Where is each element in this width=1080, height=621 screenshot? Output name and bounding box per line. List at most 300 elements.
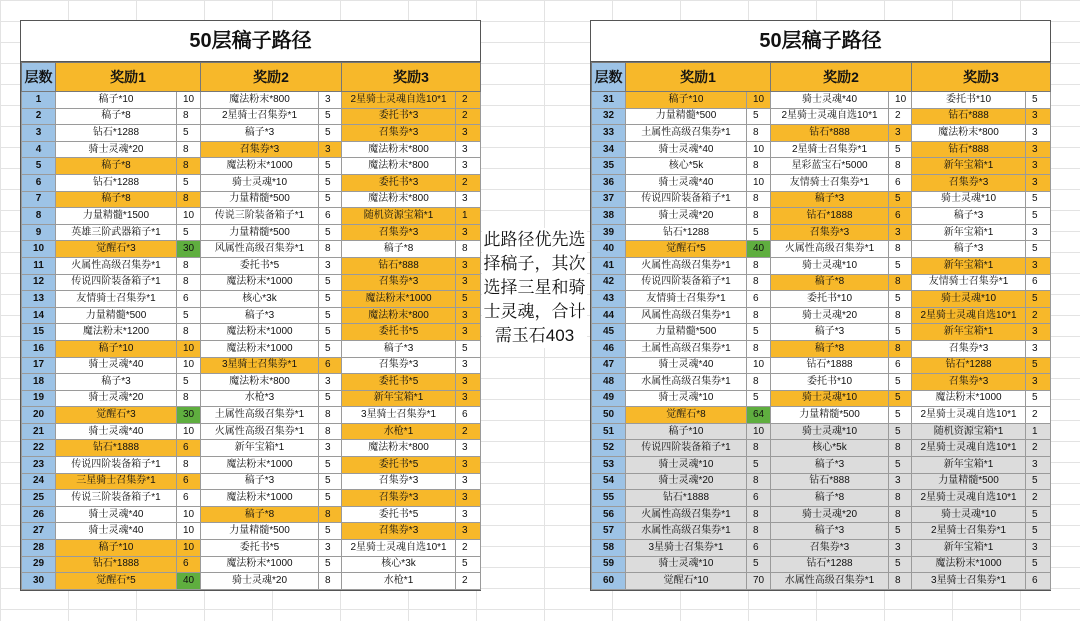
reward2-count: 3 [319, 540, 342, 557]
reward1-count: 10 [177, 506, 201, 523]
reward3-count: 2 [1026, 490, 1051, 507]
reward2-item: 2星骑士召集券*1 [201, 108, 319, 125]
reward2-item: 召集券*3 [771, 224, 889, 241]
reward1-item: 稿子*8 [56, 191, 177, 208]
table-row [22, 92, 481, 109]
reward1-item: 稿子*3 [56, 374, 177, 391]
table-row [22, 556, 481, 573]
table-row [592, 506, 1051, 523]
table-row [22, 506, 481, 523]
reward2-item: 火属性高级召集券*1 [201, 423, 319, 440]
level-cell: 2 [22, 108, 56, 125]
reward2-count: 5 [319, 490, 342, 507]
reward1-item: 骑士灵魂*40 [56, 506, 177, 523]
reward1-count: 30 [177, 241, 201, 258]
level-cell: 10 [22, 241, 56, 258]
reward1-item: 传说四阶装备箱子*1 [56, 457, 177, 474]
reward3-item: 稿子*3 [912, 241, 1026, 258]
reward2-item: 稿子*3 [771, 324, 889, 341]
reward3-item: 水枪*1 [342, 423, 456, 440]
reward2-item: 委托书*5 [201, 257, 319, 274]
reward1-count: 40 [747, 241, 771, 258]
reward2-item: 骑士灵魂*10 [771, 257, 889, 274]
table-row [22, 540, 481, 557]
reward3-item: 召集券*3 [342, 523, 456, 540]
reward2-item: 风属性高级召集券*1 [201, 241, 319, 258]
reward2-count: 5 [319, 473, 342, 490]
reward3-count: 3 [456, 440, 481, 457]
reward1-item: 稿子*10 [56, 92, 177, 109]
reward1-count: 10 [177, 92, 201, 109]
reward2-count: 5 [889, 257, 912, 274]
reward1-count: 6 [177, 473, 201, 490]
reward2-item: 力量精髓*500 [201, 191, 319, 208]
reward2-count: 5 [319, 307, 342, 324]
table-row [592, 92, 1051, 109]
reward1-item: 骑士灵魂*10 [626, 556, 747, 573]
reward1-item: 觉醒石*3 [56, 407, 177, 424]
level-cell: 60 [592, 573, 626, 590]
reward2-item: 骑士灵魂*20 [201, 573, 319, 590]
reward1-item: 钻石*1288 [56, 125, 177, 142]
reward2-item: 稿子*3 [201, 307, 319, 324]
reward1-count: 6 [747, 291, 771, 308]
table-row [22, 125, 481, 142]
reward2-item: 骑士灵魂*20 [771, 307, 889, 324]
reward2-count: 5 [319, 224, 342, 241]
reward2-count: 6 [319, 357, 342, 374]
table-row [22, 390, 481, 407]
reward1-count: 8 [747, 274, 771, 291]
reward2-item: 稿子*3 [771, 523, 889, 540]
table-row [592, 174, 1051, 191]
reward3-count: 3 [456, 191, 481, 208]
reward3-count: 2 [456, 174, 481, 191]
reward1-count: 8 [747, 208, 771, 225]
reward2-item: 魔法粉末*1000 [201, 274, 319, 291]
reward2-count: 5 [889, 324, 912, 341]
reward3-count: 3 [456, 490, 481, 507]
reward1-count: 5 [747, 224, 771, 241]
table-row [592, 191, 1051, 208]
reward3-count: 3 [456, 307, 481, 324]
reward2-count: 6 [889, 174, 912, 191]
reward3-count: 3 [456, 224, 481, 241]
reward2-count: 3 [319, 440, 342, 457]
reward1-count: 5 [177, 374, 201, 391]
reward2-item: 魔法粉末*1000 [201, 457, 319, 474]
level-cell: 42 [592, 274, 626, 291]
reward3-item: 魔法粉末*1000 [912, 556, 1026, 573]
reward1-count: 5 [747, 556, 771, 573]
reward1-count: 8 [177, 457, 201, 474]
header-reward3: 奖励3 [342, 63, 481, 92]
reward2-item: 稿子*3 [771, 457, 889, 474]
level-cell: 8 [22, 208, 56, 225]
reward2-count: 8 [889, 307, 912, 324]
level-cell: 33 [592, 125, 626, 142]
right-table-title: 50层稿子路径 [591, 21, 1050, 62]
reward3-item: 2星骑士灵魂自选10*1 [912, 440, 1026, 457]
reward3-count: 3 [1026, 340, 1051, 357]
reward3-count: 3 [1026, 141, 1051, 158]
table-row [592, 490, 1051, 507]
table-row [592, 291, 1051, 308]
level-cell: 43 [592, 291, 626, 308]
reward3-count: 5 [1026, 191, 1051, 208]
reward1-item: 稿子*8 [56, 158, 177, 175]
reward2-item: 力量精髓*500 [201, 523, 319, 540]
level-cell: 22 [22, 440, 56, 457]
reward3-item: 水枪*1 [342, 573, 456, 590]
reward3-count: 5 [1026, 473, 1051, 490]
reward3-count: 2 [1026, 440, 1051, 457]
level-cell: 3 [22, 125, 56, 142]
table-row [22, 457, 481, 474]
reward2-count: 5 [889, 457, 912, 474]
level-cell: 31 [592, 92, 626, 109]
level-cell: 53 [592, 457, 626, 474]
table-row [592, 374, 1051, 391]
table-row [22, 440, 481, 457]
reward1-item: 3星骑士召集券*1 [626, 540, 747, 557]
level-cell: 45 [592, 324, 626, 341]
reward3-count: 3 [456, 324, 481, 341]
table-row [22, 490, 481, 507]
reward3-item: 新年宝箱*1 [912, 158, 1026, 175]
table-row [22, 191, 481, 208]
reward2-item: 土属性高级召集券*1 [201, 407, 319, 424]
reward1-count: 6 [747, 490, 771, 507]
reward1-count: 8 [747, 125, 771, 142]
reward3-item: 钻石*1288 [912, 357, 1026, 374]
reward2-item: 魔法粉末*1000 [201, 158, 319, 175]
reward2-count: 5 [319, 390, 342, 407]
reward1-count: 8 [747, 440, 771, 457]
reward3-item: 2星骑士灵魂自选10*1 [342, 540, 456, 557]
reward3-item: 委托书*5 [342, 374, 456, 391]
reward1-item: 稿子*10 [626, 92, 747, 109]
reward1-count: 6 [747, 540, 771, 557]
table-row [592, 241, 1051, 258]
reward3-item: 召集券*3 [342, 125, 456, 142]
level-cell: 26 [22, 506, 56, 523]
reward2-item: 核心*3k [201, 291, 319, 308]
table-row [592, 540, 1051, 557]
level-cell: 41 [592, 257, 626, 274]
reward2-count: 6 [889, 357, 912, 374]
level-cell: 58 [592, 540, 626, 557]
table-row [592, 390, 1051, 407]
reward3-count: 2 [456, 108, 481, 125]
level-cell: 9 [22, 224, 56, 241]
reward2-count: 3 [889, 224, 912, 241]
reward3-item: 随机资源宝箱*1 [342, 208, 456, 225]
reward3-count: 3 [456, 141, 481, 158]
reward1-count: 10 [177, 540, 201, 557]
reward2-count: 8 [889, 506, 912, 523]
reward2-count: 5 [319, 340, 342, 357]
reward1-item: 传说四阶装备箱子*1 [626, 191, 747, 208]
reward2-count: 5 [319, 556, 342, 573]
level-cell: 23 [22, 457, 56, 474]
reward3-count: 3 [456, 257, 481, 274]
reward1-count: 8 [747, 340, 771, 357]
reward1-count: 8 [747, 374, 771, 391]
reward1-count: 10 [177, 357, 201, 374]
header-reward1: 奖励1 [626, 63, 771, 92]
reward3-count: 3 [1026, 457, 1051, 474]
reward1-count: 8 [177, 191, 201, 208]
reward1-count: 8 [747, 523, 771, 540]
reward3-count: 3 [456, 158, 481, 175]
reward1-item: 风属性高级召集券*1 [626, 307, 747, 324]
reward3-item: 骑士灵魂*10 [912, 506, 1026, 523]
level-cell: 13 [22, 291, 56, 308]
level-cell: 39 [592, 224, 626, 241]
reward3-count: 2 [456, 92, 481, 109]
reward3-count: 3 [1026, 108, 1051, 125]
reward3-item: 2星骑士召集券*1 [912, 523, 1026, 540]
reward1-count: 10 [747, 357, 771, 374]
reward3-item: 委托书*5 [342, 506, 456, 523]
reward1-count: 8 [177, 324, 201, 341]
reward2-count: 5 [319, 191, 342, 208]
level-cell: 15 [22, 324, 56, 341]
table-row [592, 457, 1051, 474]
reward1-item: 觉醒石*5 [56, 573, 177, 590]
header-level: 层数 [592, 63, 626, 92]
reward1-count: 8 [177, 141, 201, 158]
reward3-count: 3 [456, 374, 481, 391]
reward1-item: 觉醒石*8 [626, 407, 747, 424]
reward3-item: 稿子*8 [342, 241, 456, 258]
reward1-item: 骑士灵魂*10 [626, 390, 747, 407]
level-cell: 47 [592, 357, 626, 374]
level-cell: 5 [22, 158, 56, 175]
reward2-count: 3 [319, 257, 342, 274]
reward2-item: 骑士灵魂*10 [201, 174, 319, 191]
reward1-count: 8 [747, 257, 771, 274]
reward2-item: 魔法粉末*1000 [201, 556, 319, 573]
reward1-item: 觉醒石*3 [56, 241, 177, 258]
reward3-item: 召集券*3 [912, 174, 1026, 191]
header-level: 层数 [22, 63, 56, 92]
level-cell: 20 [22, 407, 56, 424]
table-row [22, 374, 481, 391]
left-reward-table [21, 62, 481, 590]
reward3-count: 6 [1026, 573, 1051, 590]
level-cell: 29 [22, 556, 56, 573]
reward3-count: 5 [1026, 92, 1051, 109]
reward3-item: 骑士灵魂*10 [912, 191, 1026, 208]
table-row [592, 407, 1051, 424]
reward3-count: 3 [456, 125, 481, 142]
table-row [22, 523, 481, 540]
reward1-item: 骑士灵魂*20 [56, 390, 177, 407]
reward3-item: 魔法粉末*1000 [342, 291, 456, 308]
reward2-item: 核心*5k [771, 440, 889, 457]
reward3-count: 1 [456, 208, 481, 225]
reward3-item: 稿子*3 [912, 208, 1026, 225]
reward1-count: 10 [747, 174, 771, 191]
table-row [592, 257, 1051, 274]
reward1-count: 8 [747, 191, 771, 208]
reward1-item: 骑士灵魂*10 [626, 457, 747, 474]
table-row [22, 274, 481, 291]
reward3-count: 3 [1026, 540, 1051, 557]
reward2-count: 8 [889, 241, 912, 258]
reward2-item: 稿子*8 [771, 340, 889, 357]
reward3-count: 3 [1026, 158, 1051, 175]
reward3-item: 委托书*3 [342, 174, 456, 191]
table-row [22, 208, 481, 225]
level-cell: 24 [22, 473, 56, 490]
reward3-count: 5 [456, 556, 481, 573]
table-row [22, 141, 481, 158]
right-reward-table [591, 62, 1051, 590]
reward3-count: 3 [1026, 324, 1051, 341]
reward3-count: 5 [456, 340, 481, 357]
reward1-item: 骑士灵魂*40 [56, 357, 177, 374]
reward2-count: 8 [889, 274, 912, 291]
reward1-item: 水属性高级召集券*1 [626, 523, 747, 540]
reward1-item: 传说四阶装备箱子*1 [56, 274, 177, 291]
reward2-count: 5 [889, 556, 912, 573]
reward3-item: 钻石*888 [912, 108, 1026, 125]
reward1-item: 稿子*8 [56, 108, 177, 125]
reward2-item: 稿子*8 [771, 490, 889, 507]
reward3-item: 委托书*10 [912, 92, 1026, 109]
reward1-item: 魔法粉末*1200 [56, 324, 177, 341]
table-row [22, 473, 481, 490]
reward1-item: 钻石*1888 [56, 556, 177, 573]
reward2-item: 委托书*10 [771, 291, 889, 308]
reward2-count: 5 [889, 374, 912, 391]
level-cell: 34 [592, 141, 626, 158]
reward1-item: 火属性高级召集券*1 [626, 257, 747, 274]
reward2-item: 稿子*8 [201, 506, 319, 523]
reward3-item: 召集券*3 [912, 340, 1026, 357]
reward3-item: 魔法粉末*1000 [912, 390, 1026, 407]
level-cell: 59 [592, 556, 626, 573]
reward1-item: 力量精髓*500 [626, 324, 747, 341]
reward2-item: 钻石*888 [771, 473, 889, 490]
reward3-item: 稿子*3 [342, 340, 456, 357]
reward1-item: 英雄三阶武器箱子*1 [56, 224, 177, 241]
reward1-count: 8 [747, 307, 771, 324]
reward3-count: 2 [456, 540, 481, 557]
reward2-count: 3 [889, 473, 912, 490]
reward2-item: 骑士灵魂*10 [771, 423, 889, 440]
reward1-count: 10 [747, 423, 771, 440]
reward2-count: 10 [889, 92, 912, 109]
level-cell: 57 [592, 523, 626, 540]
table-row [592, 340, 1051, 357]
reward1-count: 8 [747, 506, 771, 523]
reward3-count: 2 [1026, 407, 1051, 424]
reward3-count: 1 [1026, 423, 1051, 440]
table-row [22, 174, 481, 191]
reward3-item: 3星骑士召集券*1 [342, 407, 456, 424]
level-cell: 46 [592, 340, 626, 357]
reward3-item: 钻石*888 [342, 257, 456, 274]
reward1-count: 10 [177, 208, 201, 225]
reward1-count: 10 [177, 423, 201, 440]
reward3-item: 新年宝箱*1 [342, 390, 456, 407]
reward1-count: 30 [177, 407, 201, 424]
table-row [592, 423, 1051, 440]
level-cell: 38 [592, 208, 626, 225]
reward1-item: 觉醒石*5 [626, 241, 747, 258]
reward3-item: 委托书*5 [342, 457, 456, 474]
table-row [22, 224, 481, 241]
reward3-item: 核心*3k [342, 556, 456, 573]
reward3-item: 新年宝箱*1 [912, 224, 1026, 241]
reward2-item: 稿子*8 [771, 274, 889, 291]
reward2-count: 8 [889, 573, 912, 590]
reward1-item: 友情骑士召集券*1 [626, 291, 747, 308]
reward1-item: 三星骑士召集券*1 [56, 473, 177, 490]
reward2-item: 钻石*1888 [771, 208, 889, 225]
reward2-count: 3 [319, 92, 342, 109]
reward2-item: 力量精髓*500 [201, 224, 319, 241]
reward2-count: 3 [889, 540, 912, 557]
reward2-item: 力量精髓*500 [771, 407, 889, 424]
left-header-row [22, 63, 481, 92]
level-cell: 56 [592, 506, 626, 523]
level-cell: 1 [22, 92, 56, 109]
level-cell: 21 [22, 423, 56, 440]
table-row [592, 440, 1051, 457]
reward3-item: 新年宝箱*1 [912, 257, 1026, 274]
reward3-item: 委托书*3 [342, 108, 456, 125]
reward3-item: 召集券*3 [342, 274, 456, 291]
reward3-count: 3 [1026, 257, 1051, 274]
reward1-item: 火属性高级召集券*1 [56, 257, 177, 274]
reward1-item: 土属性高级召集券*1 [626, 340, 747, 357]
reward2-item: 星彩蓝宝石*5000 [771, 158, 889, 175]
reward3-item: 召集券*3 [912, 374, 1026, 391]
reward3-count: 5 [1026, 523, 1051, 540]
reward3-item: 2星骑士灵魂自选10*1 [912, 490, 1026, 507]
reward1-count: 8 [177, 158, 201, 175]
reward2-item: 召集券*3 [201, 141, 319, 158]
reward1-item: 力量精髓*500 [626, 108, 747, 125]
reward1-count: 8 [177, 108, 201, 125]
reward3-item: 魔法粉末*800 [342, 440, 456, 457]
reward3-item: 召集券*3 [342, 224, 456, 241]
reward2-item: 钻石*1288 [771, 556, 889, 573]
reward2-item: 委托书*5 [201, 540, 319, 557]
reward2-item: 魔法粉末*1000 [201, 490, 319, 507]
reward1-item: 水属性高级召集券*1 [626, 374, 747, 391]
table-row [592, 158, 1051, 175]
reward3-item: 魔法粉末*800 [342, 141, 456, 158]
reward2-count: 3 [889, 125, 912, 142]
reward1-item: 力量精髓*500 [56, 307, 177, 324]
level-cell: 16 [22, 340, 56, 357]
reward1-item: 骑士灵魂*20 [56, 141, 177, 158]
left-table-title: 50层稿子路径 [21, 21, 480, 62]
table-row [592, 357, 1051, 374]
table-row [592, 523, 1051, 540]
reward1-count: 10 [747, 92, 771, 109]
table-row [22, 407, 481, 424]
left-reward-table-panel [20, 20, 481, 591]
reward1-count: 5 [747, 108, 771, 125]
table-row [22, 423, 481, 440]
